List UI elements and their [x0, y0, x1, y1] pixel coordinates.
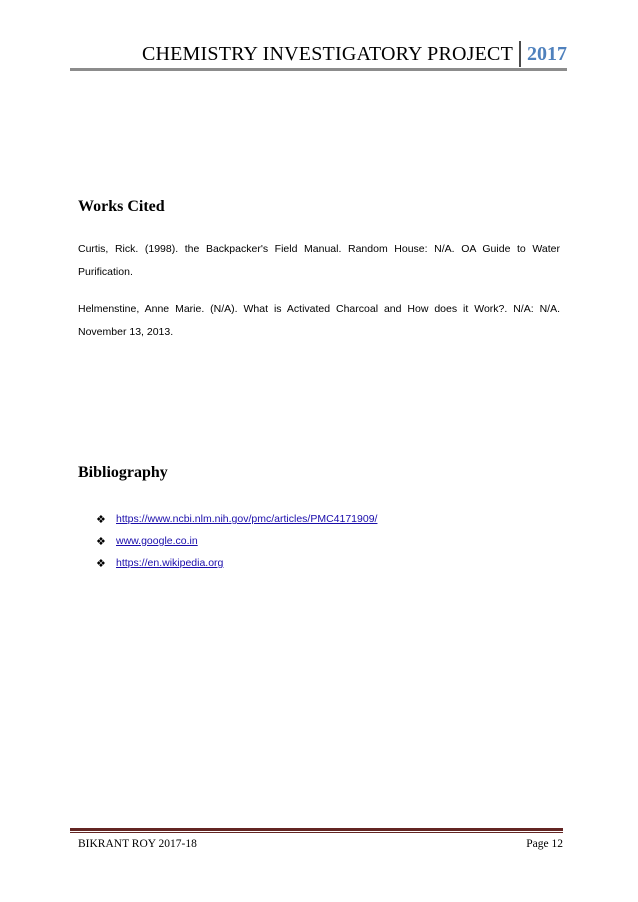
page-header: [70, 40, 567, 68]
diamond-bullet-icon: ❖: [96, 535, 106, 548]
footer-author: BIKRANT ROY 2017-18: [78, 838, 197, 850]
bibliography-list: [96, 508, 377, 574]
header-year: 2017: [527, 42, 567, 65]
header-divider: [519, 41, 521, 67]
bibliography-link[interactable]: https://www.ncbi.nlm.nih.gov/pmc/articles/PMC4171909/: [116, 513, 378, 525]
works-cited-heading: Works Cited: [78, 198, 165, 215]
bibliography-link[interactable]: https://en.wikipedia.org: [116, 557, 224, 569]
list-item: [96, 552, 377, 574]
page-footer: [78, 838, 563, 850]
bibliography-heading: Bibliography: [78, 464, 168, 481]
citation-entry: Helmenstine, Anne Marie. (N/A). What is Activated Charcoal and How does it Work?. N/A: N/A. November 13, 2013.: [78, 303, 560, 338]
list-item: [96, 530, 377, 552]
diamond-bullet-icon: ❖: [96, 513, 106, 526]
list-item: [96, 508, 377, 530]
header-title: CHEMISTRY INVESTIGATORY PROJECT: [141, 42, 513, 65]
footer-rule: [70, 828, 563, 831]
diamond-bullet-icon: ❖: [96, 557, 106, 570]
header-rule: [70, 68, 567, 71]
citation-entry: Curtis, Rick. (1998). the Backpacker's Field Manual. Random House: N/A. OA Guide to Water Purification.: [78, 243, 560, 278]
footer-rule-thin: [70, 832, 563, 833]
bibliography-link[interactable]: www.google.co.in: [116, 535, 198, 547]
page-number: Page 12: [526, 838, 563, 850]
